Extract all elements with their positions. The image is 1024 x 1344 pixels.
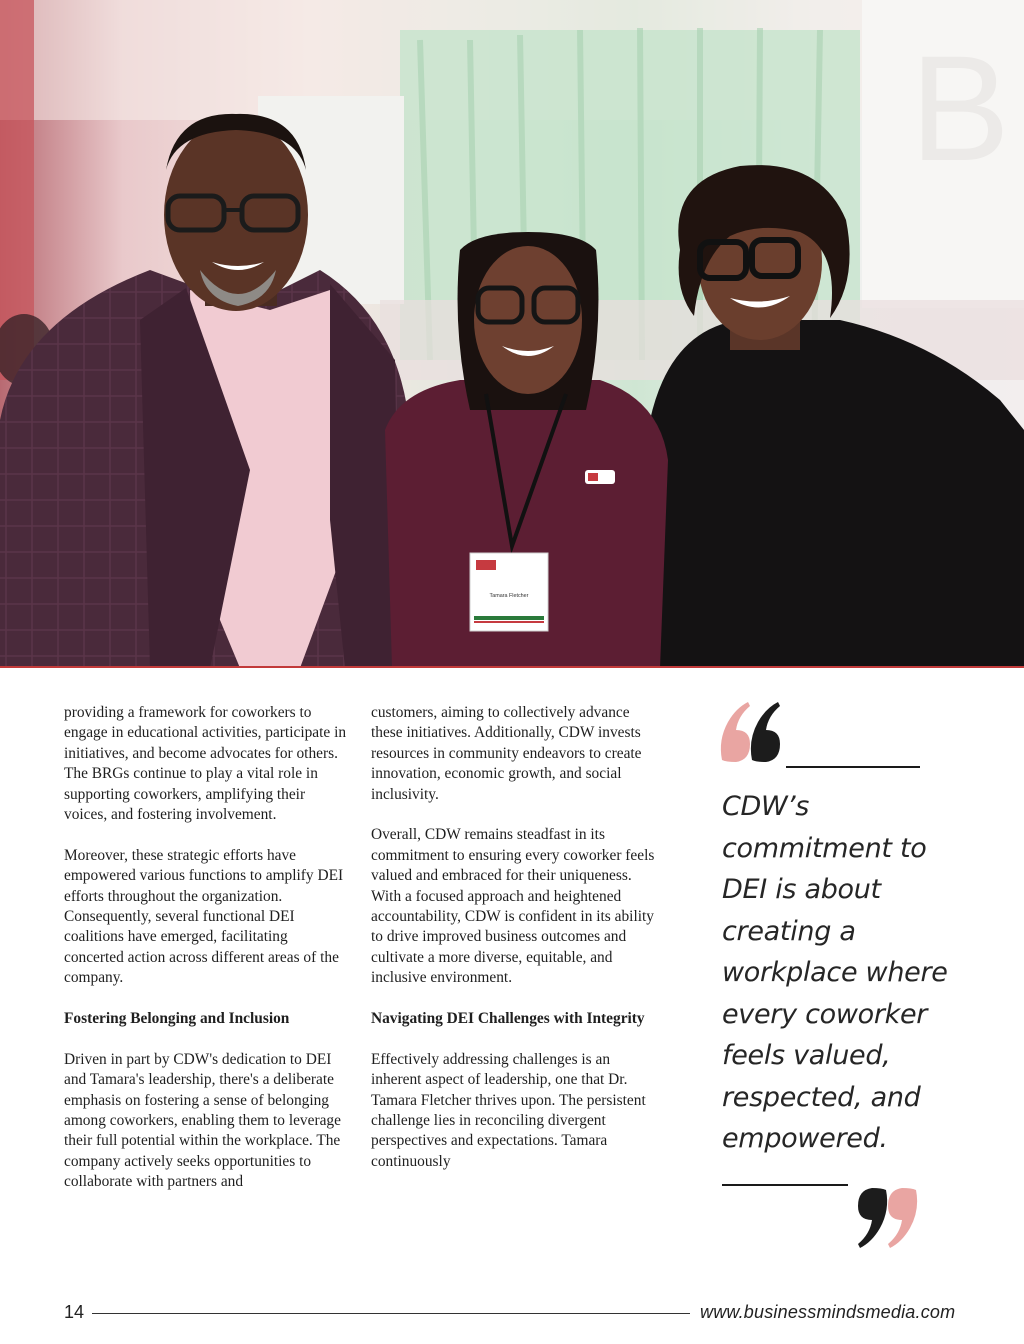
svg-text:B: B	[910, 24, 1011, 192]
text-column-2	[371, 703, 655, 1193]
photo-illustration	[0, 0, 1024, 668]
paragraph: Driven in part by CDW's dedication to DEI and Tamara's leadership, there's a deliberate emphasis on fostering a sense of belonging among coworkers, enabling them to leverage their full potential within the workplace. The company actively seeks opportunities to collaborate with partners and	[64, 1050, 341, 1191]
paragraph: providing a framework for coworkers to engage in educational activities, participate in initiatives, and become advocates for others. The BRGs continue to play a vital role in supporting coworkers, amplifying their voices, and fostering involvement.	[64, 704, 347, 824]
section-heading: Navigating DEI Challenges with Integrity	[371, 1010, 645, 1028]
page-number: 14	[64, 1302, 85, 1322]
photo-bottom-rule	[0, 666, 1024, 668]
quote-rule-top	[786, 766, 920, 768]
footer-rule	[92, 1313, 690, 1314]
quote-rule-bottom	[722, 1184, 848, 1186]
open-quote-icon	[718, 700, 788, 766]
close-quote-icon	[856, 1184, 918, 1250]
paragraph: Overall, CDW remains steadfast in its commitment to ensuring every coworker feels valued and embraced for their uniqueness. With a focused approach and heightened accountability, CDW is confident in its ability to drive improved business outcomes and cultivate a more diverse, equitable, and inclusive environment.	[371, 826, 655, 987]
footer-url[interactable]: www.businessmindsmedia.com	[700, 1302, 956, 1322]
paragraph: Effectively addressing challenges is an inherent aspect of leadership, one that Dr. Tamara Fletcher thrives upon. The persistent challenge lies in reconciling divergent perspectives and expectations. Tamara continuously	[371, 1050, 646, 1170]
section-heading: Fostering Belonging and Inclusion	[64, 1010, 290, 1028]
paragraph: customers, aiming to collectively advance these initiatives. Additionally, CDW invests resources in community endeavors to create innovation, economic growth, and social inclusivity.	[371, 704, 642, 803]
pull-quote-text: CDW’s commitment to DEI is about creating a workplace where every coworker feels valued, respected, and empowered.	[722, 791, 948, 1154]
text-column-1	[64, 703, 350, 1213]
event-photo	[0, 0, 1024, 668]
badge-name: Tamara Fletcher	[489, 593, 529, 599]
paragraph: Moreover, these strategic efforts have empowered various functions to amplify DEI efforts throughout the organization. Consequently, several functional DEI coalitions have emerged, facilitating concerted action across different areas of the company.	[64, 846, 344, 987]
